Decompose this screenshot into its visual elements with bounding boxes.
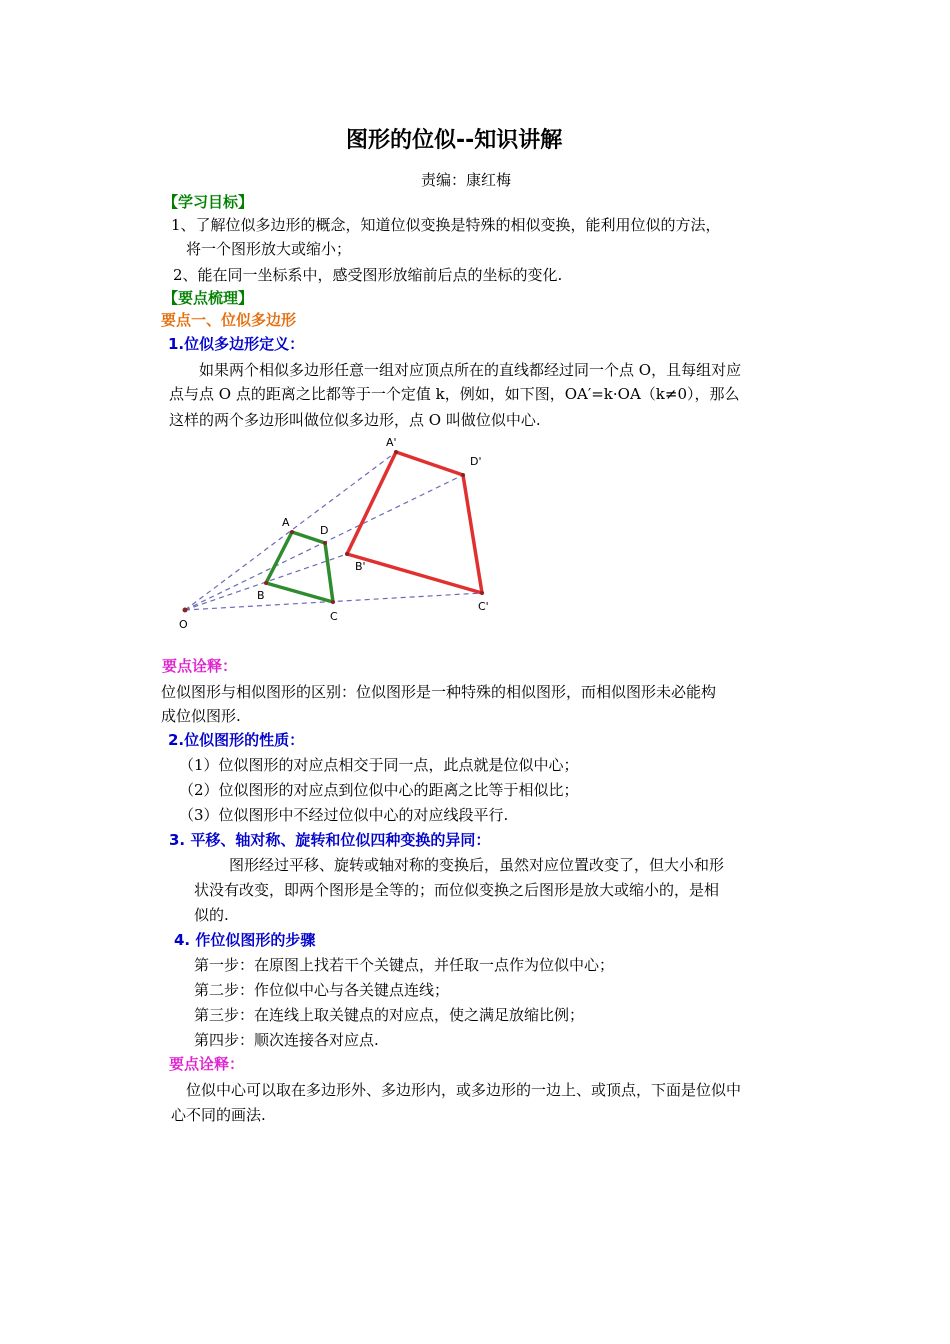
label-D: D (320, 524, 329, 537)
homothety-figure (170, 432, 500, 637)
point-A (290, 530, 294, 534)
step-1: 第一步：在原图上找若干个关键点，并任取一点作为位似中心； (194, 956, 615, 974)
goal-2: 2、能在同一坐标系中，感受图形放缩前后点的坐标的变化. (173, 266, 563, 284)
point-B2 (345, 552, 349, 556)
note-2-line-1: 位似中心可以取在多边形外、多边形内，或多边形的一边上、或顶点，下面是位似中 (186, 1081, 742, 1099)
comparison-line-1: 图形经过平移、旋转或轴对称的变换后，虽然对应位置改变了，但大小和形 (229, 856, 725, 874)
label-B: B (257, 589, 265, 602)
small-quadrilateral-ABCD (266, 532, 333, 602)
definition-line-1: 如果两个相似多边形任意一组对应顶点所在的直线都经过同一个点 O，且每组对应 (199, 361, 742, 379)
step-2: 第二步：作位似中心与各关键点连线； (194, 981, 450, 999)
point-O (183, 608, 188, 613)
note-1-heading: 要点诠释： (162, 657, 238, 675)
step-3: 第三步：在连线上取关键点的对应点，使之满足放缩比例； (194, 1006, 585, 1024)
step-4: 第四步：顺次连接各对应点. (194, 1031, 379, 1049)
label-O: O (179, 618, 188, 631)
note-1-line-1: 位似图形与相似图形的区别：位似图形是一种特殊的相似图形，而相似图形未必能构 (161, 683, 717, 701)
property-1: （1）位似图形的对应点相交于同一点，此点就是位似中心； (179, 756, 579, 774)
properties-heading: 2.位似图形的性质： (168, 731, 305, 749)
goals-heading: 【学习目标】 (163, 193, 254, 211)
point-C (331, 600, 335, 604)
point-B (264, 581, 268, 585)
steps-heading: 4. 作位似图形的步骤 (174, 931, 316, 949)
goal-1-line-1: 1、了解位似多边形的概念，知道位似变换是特殊的相似变换，能利用位似的方法， (171, 216, 721, 234)
point-C2 (480, 591, 484, 595)
point-D2 (461, 473, 465, 477)
page-title: 图形的位似--知识讲解 (346, 128, 563, 153)
definition-line-2: 点与点 O 点的距离之比都等于一个定值 k，例如，如下图，OA′=k·OA（k≠0），那么 (169, 385, 740, 403)
definition-heading: 1.位似多边形定义： (168, 335, 305, 353)
label-B-prime: B' (355, 560, 366, 573)
comparison-heading: 3. 平移、轴对称、旋转和位似四种变换的异同： (169, 831, 491, 849)
author-line: 责编：康红梅 (421, 171, 512, 189)
label-A: A (282, 516, 290, 529)
goal-1-line-2: 将一个图形放大或缩小； (186, 240, 352, 258)
comparison-line-3: 似的. (194, 906, 229, 924)
point-D (323, 541, 327, 545)
comparison-line-2: 状没有改变，即两个图形是全等的；而位似变换之后图形是放大或缩小的，是相 (194, 881, 720, 899)
note-2-heading: 要点诠释： (169, 1055, 245, 1073)
points-heading: 【要点梳理】 (163, 289, 254, 307)
projection-rays (185, 452, 482, 610)
label-C: C (330, 610, 338, 623)
point-A2 (394, 450, 398, 454)
label-D-prime: D' (470, 455, 482, 468)
label-C-prime: C' (478, 600, 489, 613)
label-A-prime: A' (386, 436, 397, 449)
property-2: （2）位似图形的对应点到位似中心的距离之比等于相似比； (179, 781, 579, 799)
point-1-heading: 要点一、位似多边形 (161, 311, 297, 329)
definition-line-3: 这样的两个多边形叫做位似多边形，点 O 叫做位似中心. (169, 411, 541, 429)
note-1-line-2: 成位似图形. (161, 707, 241, 725)
note-2-line-2: 心不同的画法. (171, 1106, 266, 1124)
property-3: （3）位似图形中不经过位似中心的对应线段平行. (179, 806, 509, 824)
vertex-points (183, 450, 485, 613)
